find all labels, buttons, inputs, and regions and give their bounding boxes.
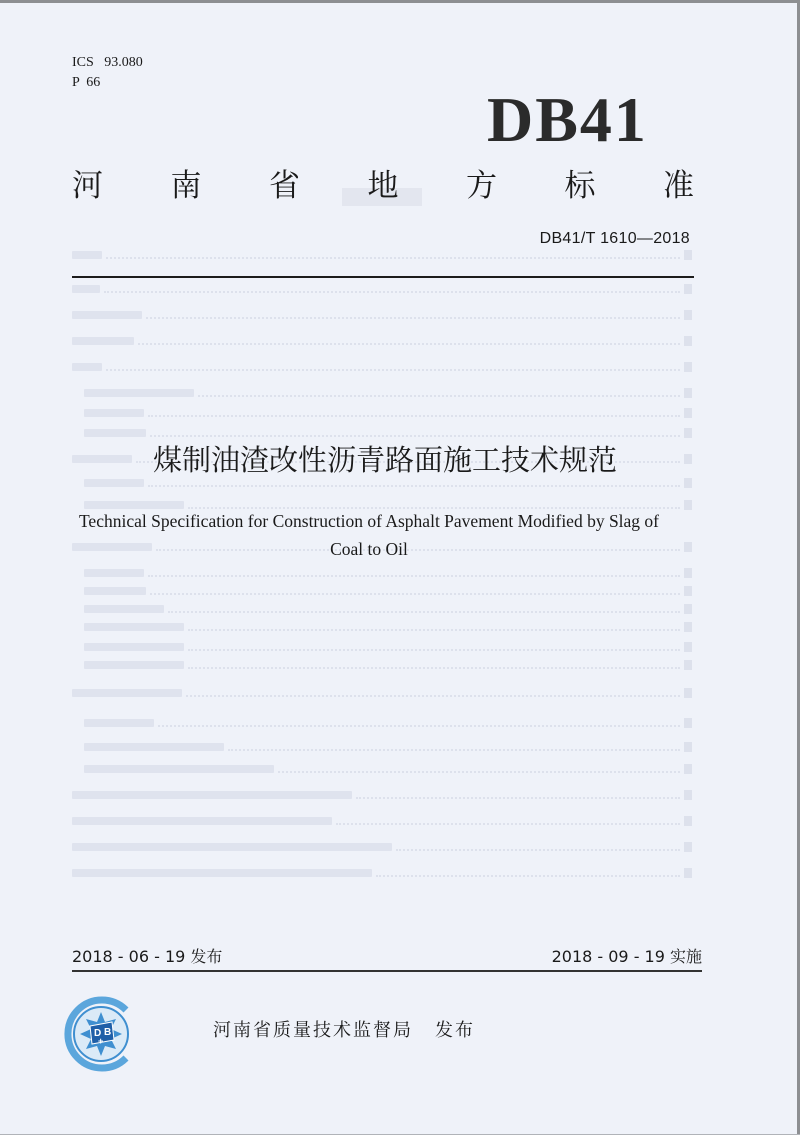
bleed-through-row bbox=[72, 840, 692, 854]
standards-emblem-icon bbox=[64, 992, 138, 1076]
bleed-through-row bbox=[72, 406, 692, 420]
bleed-through-row bbox=[72, 814, 692, 828]
standard-type-title bbox=[72, 166, 694, 206]
svg-text:B: B bbox=[104, 1027, 112, 1038]
document-title-en-line1: Technical Specification for Construction of Asphalt Pavement Modified by Slag of bbox=[78, 511, 660, 531]
classification-codes bbox=[72, 53, 143, 93]
standard-type-char: 省 bbox=[269, 168, 300, 204]
bleed-through-row bbox=[72, 386, 692, 400]
standard-type-char: 方 bbox=[466, 168, 497, 204]
bleed-through-row bbox=[72, 762, 692, 776]
bleed-through-row bbox=[72, 308, 692, 322]
footer-divider bbox=[72, 970, 702, 972]
standard-type-char: 地 bbox=[367, 168, 399, 204]
svg-text:+: + bbox=[98, 1036, 104, 1046]
implementation-date: 2018 - 09 - 19 实施 bbox=[551, 947, 702, 966]
issue-date: 2018 - 06 - 19 发布 bbox=[72, 947, 223, 966]
bleed-through-row bbox=[72, 602, 692, 616]
date-row bbox=[72, 946, 702, 968]
document-title-zh: 煤制油渣改性沥青路面施工技术规范 bbox=[152, 443, 617, 477]
bleed-through-row bbox=[72, 640, 692, 654]
standard-type-char: 标 bbox=[564, 168, 596, 204]
db-code: DB41 bbox=[487, 84, 648, 155]
issuer-name: 河南省质量技术监督局 bbox=[213, 1020, 413, 1041]
document-title-en bbox=[62, 507, 676, 563]
bleed-through-row bbox=[72, 334, 692, 348]
bleed-through-row bbox=[72, 584, 692, 598]
bleed-through-row bbox=[72, 566, 692, 580]
bleed-through-row bbox=[72, 620, 692, 634]
bleed-through-row bbox=[72, 716, 692, 730]
standard-type-char: 南 bbox=[170, 168, 202, 204]
bleed-through-row bbox=[72, 282, 692, 296]
standard-number: DB41/T 1610—2018 bbox=[539, 230, 690, 247]
header-divider bbox=[72, 276, 694, 278]
bleed-through-row bbox=[72, 740, 692, 754]
ics-code: ICS 93.080 bbox=[72, 55, 143, 70]
bleed-through-row bbox=[72, 426, 692, 440]
bleed-through-row bbox=[72, 658, 692, 672]
ccs-code: P 66 bbox=[72, 75, 101, 90]
bleed-through-row bbox=[72, 360, 692, 374]
svg-text:D: D bbox=[94, 1028, 102, 1039]
standard-type-char: 准 bbox=[663, 168, 694, 204]
issuing-authority bbox=[213, 1019, 475, 1043]
document-title-en-line2: Coal to Oil bbox=[330, 539, 408, 559]
bleed-through-row bbox=[72, 686, 692, 700]
issuer-action: 发布 bbox=[435, 1020, 475, 1041]
standard-type-char: 河 bbox=[72, 168, 103, 204]
bleed-through-row bbox=[72, 866, 692, 880]
bleed-through-row bbox=[72, 788, 692, 802]
page-edge-top bbox=[0, 0, 800, 3]
bleed-through-row bbox=[72, 248, 692, 262]
